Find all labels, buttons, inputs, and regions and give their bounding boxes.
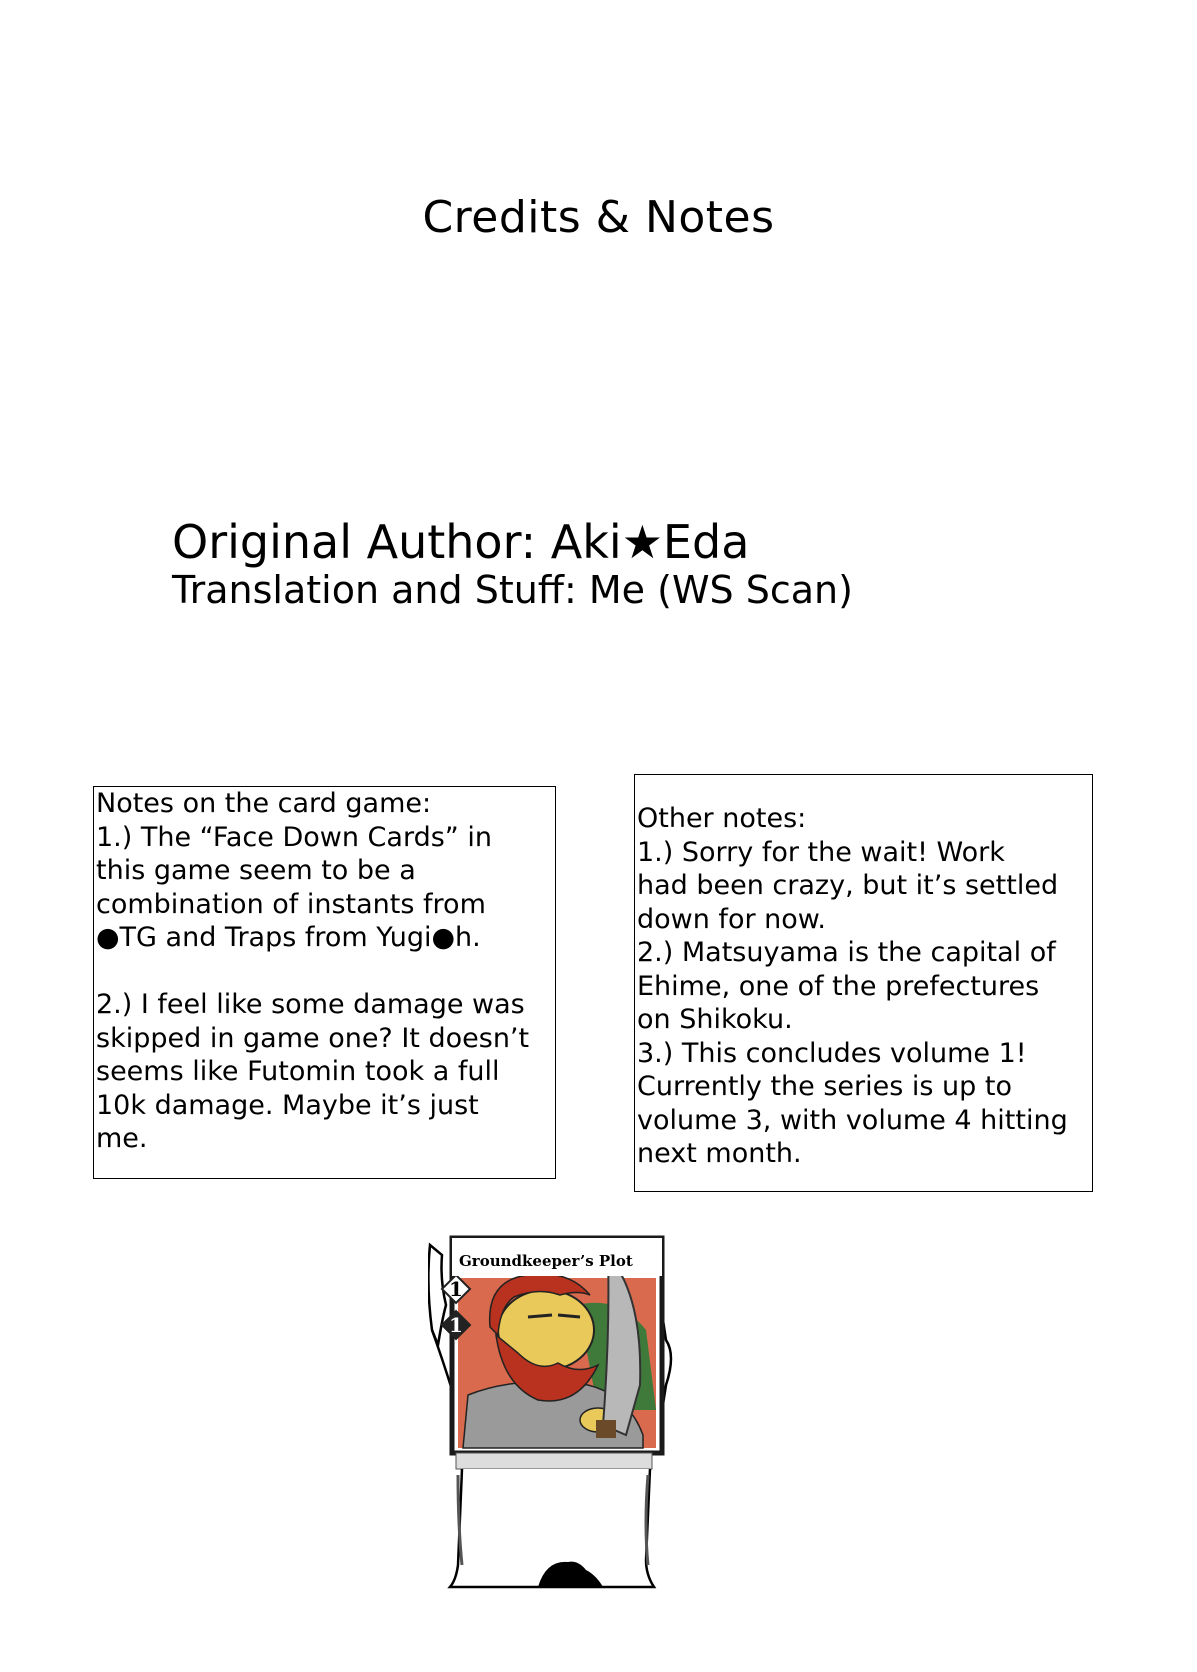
other-notes-heading: Other notes: [637,803,807,834]
other-notes-line: 2.) Matsuyama is the capital of [637,937,1056,968]
translator-credit: Translation and Stuff: Me (WS Scan) [172,568,853,612]
card-game-notes-box [93,786,556,1179]
card-notes-spacer [96,955,555,989]
card-notes-line: skipped in game one? It doesn’t [96,1022,530,1054]
cost-bottom-value: 1 [449,1313,463,1337]
card-notes-heading: Notes on the card game: [96,788,432,819]
hand-outline [428,1245,446,1345]
card-notes-line: seems like Futomin took a full [96,1056,500,1087]
page-title: Credits & Notes [422,192,775,243]
card-notes-line: 10k damage. Maybe it’s just [96,1089,479,1121]
other-notes-line: Currently the series is up to [637,1071,1012,1102]
card-notes-line: this game seem to be a [96,855,416,886]
cost-top-value: 1 [449,1277,463,1301]
other-notes-line: on Shikoku. [637,1004,793,1035]
other-notes-box [634,774,1093,1192]
other-notes-line: volume 3, with volume 4 hitting [637,1104,1068,1136]
card-notes-line: ●TG and Traps from Yugi●h. [96,922,481,953]
knife-handle [596,1420,616,1438]
other-notes-line: next month. [637,1138,802,1169]
card-type-line [456,1453,652,1469]
card-illustration [428,1235,690,1600]
card-notes-line: 1.) The “Face Down Cards” in [96,821,492,853]
card-notes-line: 2.) I feel like some damage was [96,989,525,1020]
other-notes-line: down for now. [637,903,826,935]
other-notes-line: Ehime, one of the prefectures [637,970,1040,1002]
other-notes-line: 3.) This concludes volume 1! [637,1037,1027,1069]
card-title: Groundkeeper’s Plot [459,1252,633,1270]
other-notes-line: 1.) Sorry for the wait! Work [637,836,1005,868]
card-notes-line: combination of instants from [96,888,486,920]
author-credit: Original Author: Aki★Eda [172,515,750,569]
card-notes-line: me. [96,1123,148,1154]
other-notes-line: had been crazy, but it’s settled [637,870,1059,901]
